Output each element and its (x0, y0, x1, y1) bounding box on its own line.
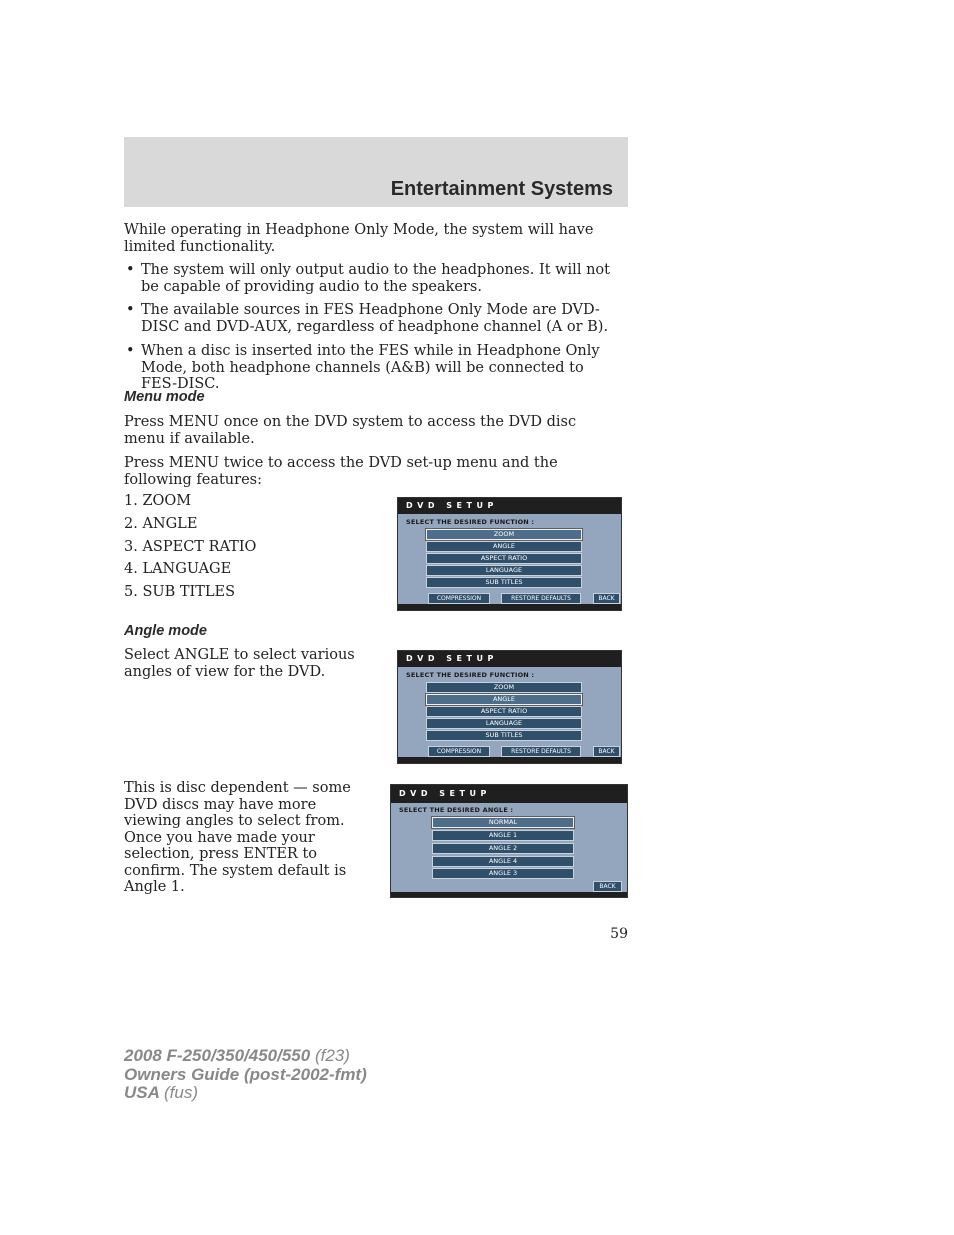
footer-line-3 (124, 1084, 367, 1103)
menu-option-angle[interactable]: ANGLE (426, 694, 582, 705)
footer-line-2: Owners Guide (post-2002-fmt) (124, 1064, 367, 1084)
bullet-text: The available sources in FES Headphone Only Mode are DVD-DISC and DVD-AUX, regardless of headphone channel (A or B). (141, 302, 609, 335)
back-button[interactable]: BACK (593, 746, 620, 757)
screen-titlebar (391, 785, 627, 803)
menu-option-language[interactable]: LANGUAGE (426, 718, 582, 729)
menu-option-aspect-ratio[interactable]: ASPECT RATIO (426, 706, 582, 717)
feature-item: 4. LANGUAGE (124, 561, 232, 577)
menu-mode-paragraph-2: Press MENU twice to access the DVD set-up menu and the following features: (124, 455, 558, 488)
screen-prompt: SELECT THE DESIRED FUNCTION : (406, 518, 535, 526)
intro-paragraph: While operating in Headphone Only Mode, the system will have limited functionality. (124, 222, 594, 255)
menu-option-sub-titles[interactable]: SUB TITLES (426, 577, 582, 588)
section-title: Entertainment Systems (390, 178, 613, 200)
bullet-text: When a disc is inserted into the FES while in Headphone Only Mode, both headphone channels (A&B) will be connected to FES-DISC. (141, 343, 600, 392)
menu-mode-paragraph-1: Press MENU once on the DVD system to access the DVD disc menu if available. (124, 414, 577, 447)
angle-mode-heading: Angle mode (124, 623, 207, 639)
feature-item: 1. ZOOM (124, 493, 192, 509)
footer-market: USA (124, 1083, 160, 1102)
footer-model-code: (f23) (314, 1046, 350, 1065)
screen-title: DVD SETUP (406, 501, 498, 510)
feature-item: 2. ANGLE (124, 516, 198, 532)
dvd-setup-screen (397, 650, 622, 764)
bullet-icon: • (126, 262, 135, 278)
screen-title: DVD SETUP (399, 789, 491, 798)
screen-titlebar (398, 651, 621, 667)
bullet-item (124, 302, 618, 335)
restore-defaults-button[interactable]: RESTORE DEFAULTS (501, 593, 581, 604)
angle-option-1[interactable]: ANGLE 1 (432, 830, 574, 841)
footer-model: 2008 F-250/350/450/550 (124, 1046, 311, 1065)
dvd-setup-screen (397, 497, 622, 611)
screen-title: DVD SETUP (406, 654, 498, 663)
feature-item: 3. ASPECT RATIO (124, 539, 257, 555)
angle-mode-paragraph-2: This is disc dependent — some DVD discs may have more viewing angles to select from. Once you have made your selection, press ENTER to confirm. The system default is Angle 1. (124, 780, 351, 895)
screen-titlebar (398, 498, 621, 514)
angle-option-2[interactable]: ANGLE 2 (432, 843, 574, 854)
bullet-item (124, 343, 618, 393)
compression-button[interactable]: COMPRESSION (428, 593, 490, 604)
dvd-angle-screen (390, 784, 628, 898)
compression-button[interactable]: COMPRESSION (428, 746, 490, 757)
menu-option-angle[interactable]: ANGLE (426, 541, 582, 552)
back-button[interactable]: BACK (593, 593, 620, 604)
screen-bottombar (398, 604, 621, 610)
angle-option-normal[interactable]: NORMAL (432, 817, 574, 828)
angle-option-3[interactable]: ANGLE 3 (432, 868, 574, 879)
menu-option-zoom[interactable]: ZOOM (426, 682, 582, 693)
screen-bottombar (398, 757, 621, 763)
back-button[interactable]: BACK (593, 881, 622, 892)
section-header (124, 137, 628, 207)
angle-mode-paragraph-1: Select ANGLE to select various angles of view for the DVD. (124, 647, 355, 680)
footer-line-1 (124, 1047, 367, 1066)
screen-prompt: SELECT THE DESIRED ANGLE : (399, 806, 514, 814)
bullet-item (124, 262, 618, 295)
screen-bottombar (391, 892, 627, 897)
document-footer (124, 1047, 367, 1103)
feature-item: 5. SUB TITLES (124, 584, 236, 600)
menu-option-sub-titles[interactable]: SUB TITLES (426, 730, 582, 741)
angle-option-4[interactable]: ANGLE 4 (432, 856, 574, 867)
restore-defaults-button[interactable]: RESTORE DEFAULTS (501, 746, 581, 757)
bullet-icon: • (126, 302, 135, 318)
screen-prompt: SELECT THE DESIRED FUNCTION : (406, 671, 535, 679)
footer-market-code: (fus) (164, 1083, 198, 1102)
menu-option-zoom[interactable]: ZOOM (426, 529, 582, 540)
menu-option-language[interactable]: LANGUAGE (426, 565, 582, 576)
menu-option-aspect-ratio[interactable]: ASPECT RATIO (426, 553, 582, 564)
bullet-icon: • (126, 343, 135, 359)
menu-mode-heading: Menu mode (124, 389, 205, 405)
bullet-text: The system will only output audio to the headphones. It will not be capable of providing audio to the speakers. (141, 262, 610, 295)
page-number: 59 (610, 926, 628, 942)
